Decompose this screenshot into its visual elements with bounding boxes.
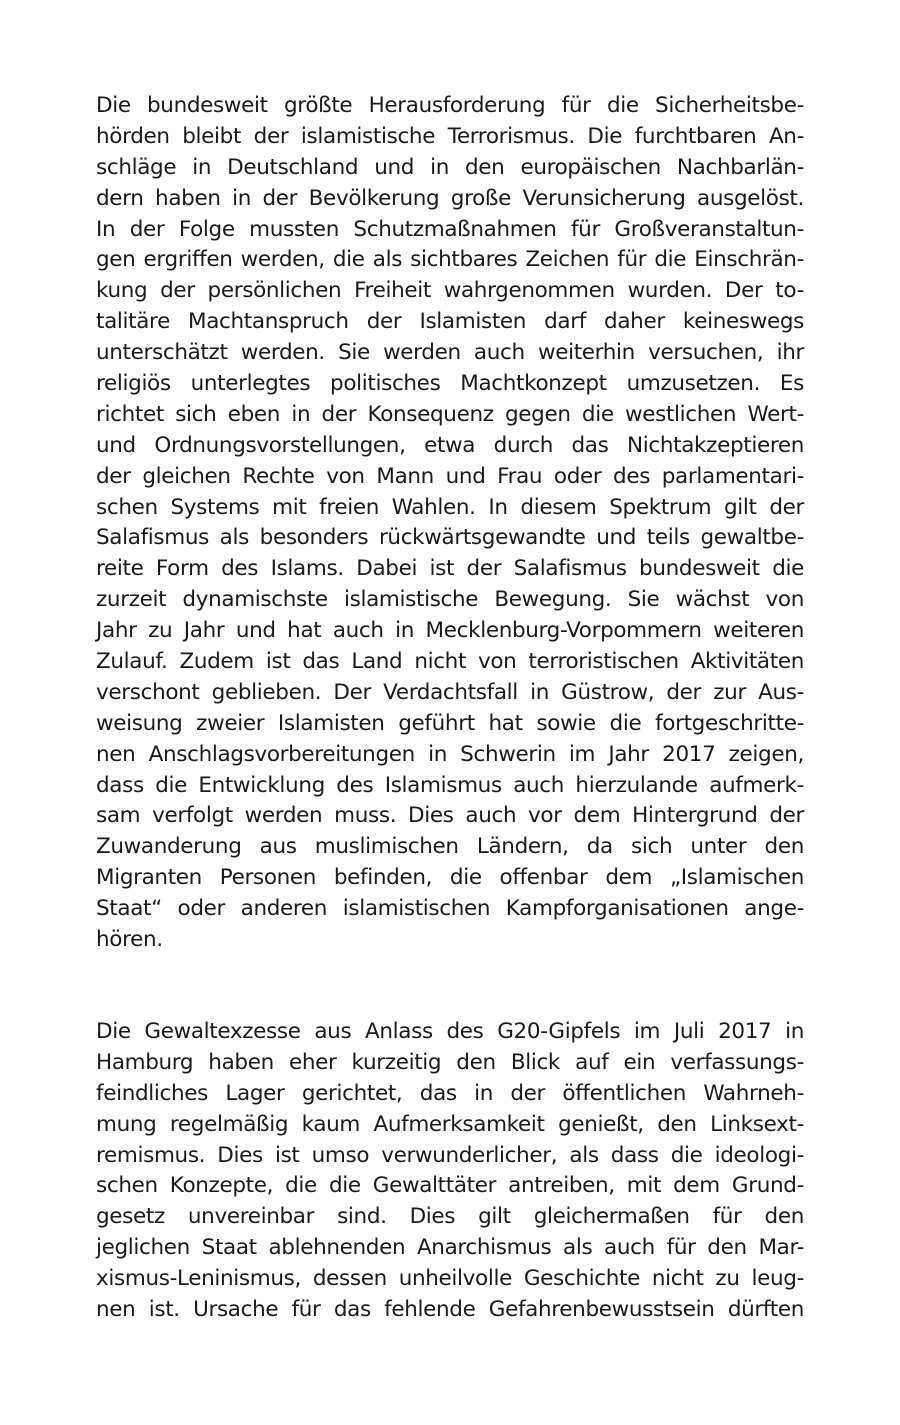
text-line: nen ist. Ursache für das fehlende Gefahrenbewusstsein dürften xyxy=(96,1296,804,1322)
document-page xyxy=(96,91,804,1326)
text-line: Hamburg haben eher kurzeitig den Blick auf ein verfassungs- xyxy=(96,1049,804,1075)
paragraph-islamism xyxy=(96,91,804,956)
text-line: Salafismus als besonders rückwärtsgewandte und teils gewaltbe- xyxy=(96,525,804,551)
text-line: verschont geblieben. Der Verdachtsfall in Güstrow, der zur Aus- xyxy=(96,679,804,705)
text-line: der gleichen Rechte von Mann und Frau oder des parlamentari- xyxy=(96,463,804,489)
text-line: Migranten Personen befinden, die offenbar dem „Islamischen xyxy=(96,865,804,891)
text-line: sam verfolgt werden muss. Dies auch vor dem Hintergrund der xyxy=(96,803,804,829)
text-line: Die Gewaltexzesse aus Anlass des G20-Gipfels im Juli 2017 in xyxy=(96,1018,804,1044)
text-line: gen ergriffen werden, die als sichtbares Zeichen für die Einschrän- xyxy=(96,247,804,273)
text-line: reite Form des Islams. Dabei ist der Salafismus bundesweit die xyxy=(96,556,804,582)
text-line: richtet sich eben in der Konsequenz gegen die westlichen Wert- xyxy=(96,401,804,427)
text-line: Jahr zu Jahr und hat auch in Mecklenburg-Vorpommern weiteren xyxy=(96,618,804,644)
text-line: jeglichen Staat ablehnenden Anarchismus als auch für den Mar- xyxy=(96,1235,804,1261)
text-line: dass die Entwicklung des Islamismus auch hierzulande aufmerk- xyxy=(96,772,804,798)
text-line: Staat“ oder anderen islamistischen Kampforganisationen ange- xyxy=(96,896,804,922)
paragraph-left-extremism xyxy=(96,1017,804,1326)
text-line: Zulauf. Zudem ist das Land nicht von terroristischen Aktivitäten xyxy=(96,649,804,675)
text-line: nen Anschlagsvorbereitungen in Schwerin im Jahr 2017 zeigen, xyxy=(96,741,804,767)
text-line: gesetz unvereinbar sind. Dies gilt gleichermaßen für den xyxy=(96,1204,804,1230)
text-line: weisung zweier Islamisten geführt hat sowie die fortgeschritte- xyxy=(96,710,804,736)
text-line: In der Folge mussten Schutzmaßnahmen für Großveranstaltun- xyxy=(96,216,804,242)
text-line: talitäre Machtanspruch der Islamisten darf daher keineswegs xyxy=(96,309,804,335)
text-line: Die bundesweit größte Herausforderung für die Sicherheitsbe- xyxy=(96,93,804,118)
text-line: hören. xyxy=(96,927,163,953)
text-line: zurzeit dynamischste islamistische Bewegung. Sie wächst von xyxy=(96,587,804,613)
text-line: xismus-Leninismus, dessen unheilvolle Geschichte nicht zu leug- xyxy=(96,1266,804,1292)
text-line: unterschätzt werden. Sie werden auch weiterhin versuchen, ihr xyxy=(96,340,804,366)
text-line: und Ordnungsvorstellungen, etwa durch das Nichtakzeptieren xyxy=(96,432,804,458)
text-line: feindliches Lager gerichtet, das in der öffentlichen Wahrneh- xyxy=(96,1080,804,1106)
text-line: remismus. Dies ist umso verwunderlicher, als dass die ideologi- xyxy=(96,1142,804,1168)
text-line: schläge in Deutschland und in den europäischen Nachbarlän- xyxy=(96,154,804,180)
paragraph-gap xyxy=(96,956,804,1017)
text-line: religiös unterlegtes politisches Machtkonzept umzusetzen. Es xyxy=(96,371,804,397)
text-line: hörden bleibt der islamistische Terrorismus. Die furchtbaren An- xyxy=(96,123,804,149)
text-line: schen Konzepte, die die Gewalttäter antreiben, mit dem Grund- xyxy=(96,1173,804,1199)
text-line: schen Systems mit freien Wahlen. In diesem Spektrum gilt der xyxy=(96,494,804,520)
text-line: Zuwanderung aus muslimischen Ländern, da sich unter den xyxy=(96,834,804,860)
text-line: mung regelmäßig kaum Aufmerksamkeit genießt, den Linksext- xyxy=(96,1111,804,1137)
text-line: dern haben in der Bevölkerung große Verunsicherung ausgelöst. xyxy=(96,185,804,211)
text-line: kung der persönlichen Freiheit wahrgenommen wurden. Der to- xyxy=(96,278,804,304)
